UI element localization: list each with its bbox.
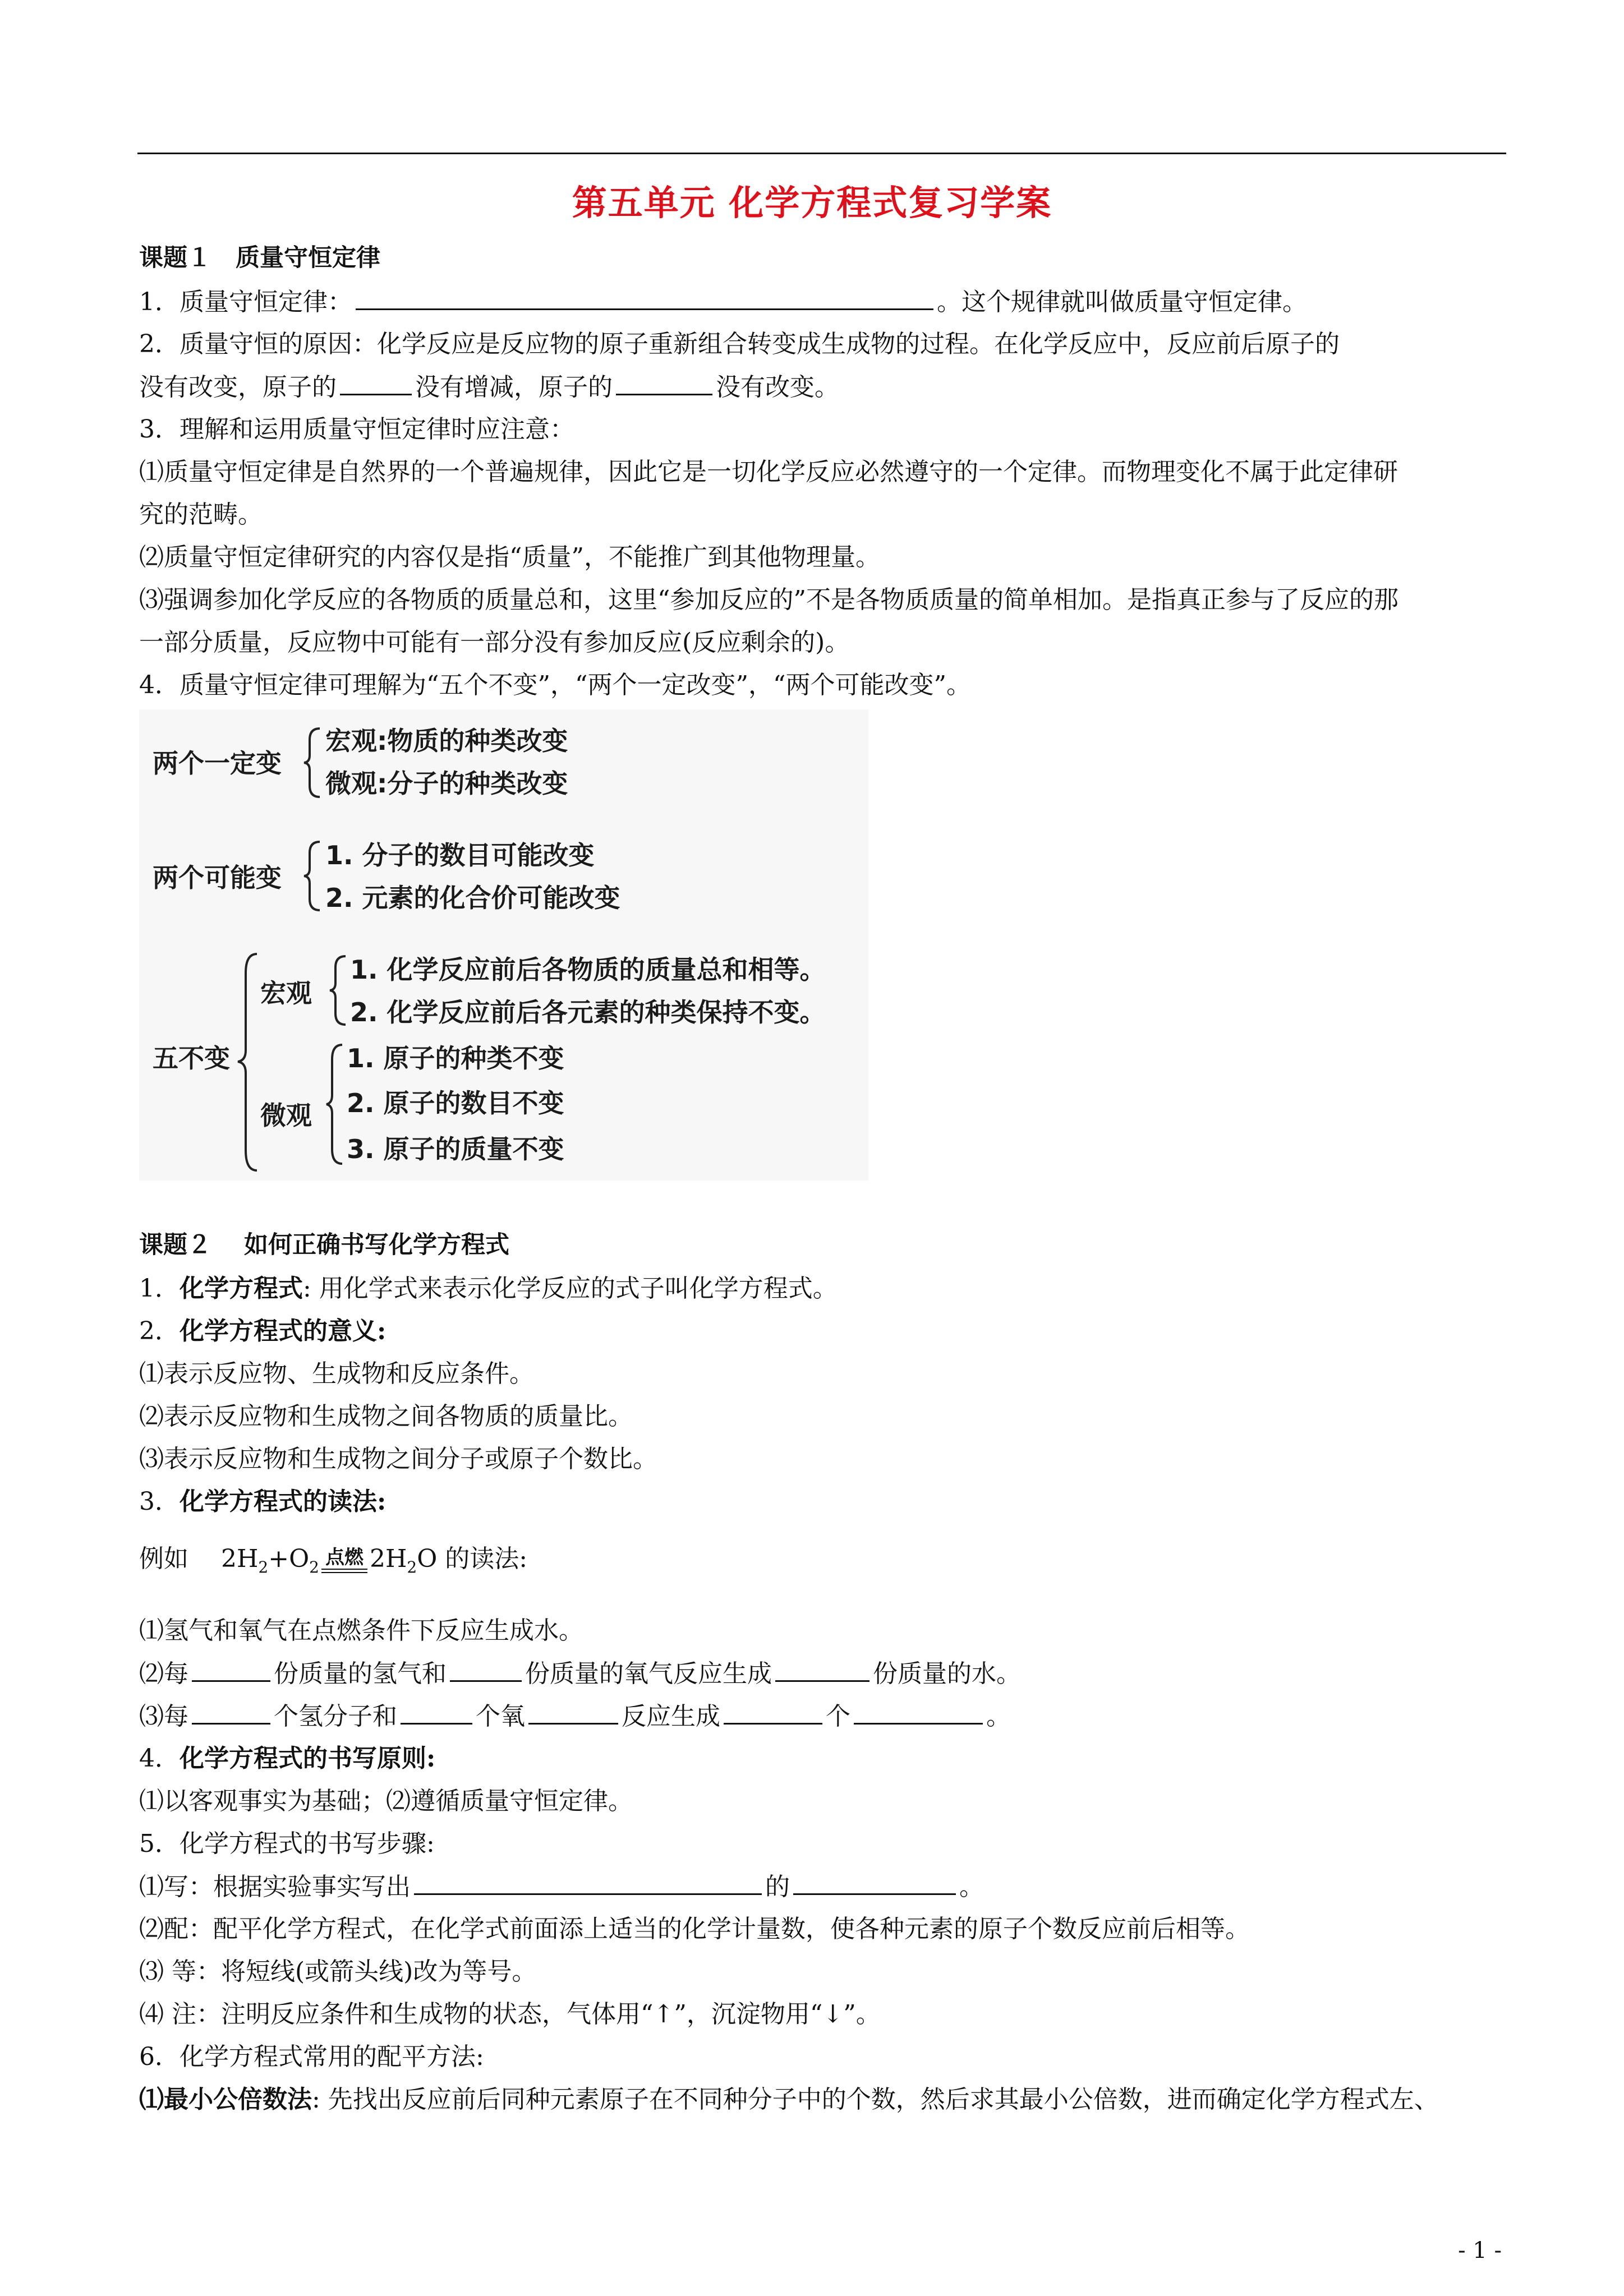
r3-text: ⑶每 xyxy=(139,1702,188,1731)
brace-icon xyxy=(328,954,350,1027)
topic1-p3-3a: ⑶强调参加化学反应的各物质的质量总和，这里“参加反应的”不是各物质质量的简单相加。是指真正参与了反应的那 xyxy=(139,585,1398,614)
fill-blank[interactable] xyxy=(414,1871,762,1895)
topic2-p6: 6．化学方程式常用的配平方法: xyxy=(139,2043,484,2071)
topic1-p3-1b: 究的范畴。 xyxy=(139,500,263,529)
r3-text: 反应生成 xyxy=(622,1702,720,1731)
equation-example xyxy=(139,1543,1508,1583)
brace-icon xyxy=(302,840,324,912)
example-prefix: 例如 xyxy=(139,1545,213,1573)
topic2-p2: 2．化学方程式的意义: xyxy=(139,1317,387,1345)
topic1-heading: 课题１ 质量守恒定律 xyxy=(139,244,380,272)
group-certain-item: 宏观:物质的种类改变 xyxy=(325,726,568,756)
topic2-p1: 1．化学方程式: 用化学式来表示化学反应的式子叫化学方程式。 xyxy=(139,1274,838,1303)
group-unchanged-label: 五不变 xyxy=(153,1043,230,1073)
macro-item: 2. 化学反应前后各元素的种类保持不变。 xyxy=(350,997,826,1027)
r2-text: 份质量的水。 xyxy=(873,1659,1021,1688)
fill-blank[interactable] xyxy=(192,1700,270,1725)
p1-text: : 用化学式来表示化学反应的式子叫化学方程式。 xyxy=(303,1274,838,1303)
fill-blank[interactable] xyxy=(401,1700,472,1725)
r3-text: 个氧 xyxy=(476,1702,525,1731)
condition-label: 点燃 xyxy=(325,1546,364,1569)
p4-label: 化学方程式的书写原则: xyxy=(180,1744,436,1773)
fill-blank[interactable] xyxy=(192,1658,270,1682)
p1-label: 1．质量守恒定律： xyxy=(139,288,352,316)
topic2-p4-text: ⑴以客观事实为基础；⑵遵循质量守恒定律。 xyxy=(139,1787,633,1815)
r3-text: 。 xyxy=(986,1702,1011,1731)
fill-blank[interactable] xyxy=(340,371,412,395)
topic2-p5: 5．化学方程式的书写步骤: xyxy=(139,1829,435,1858)
topic1-p4: 4．质量守恒定律可理解为“五个不变”，“两个一定改变”，“两个可能改变”。 xyxy=(139,671,971,699)
s1-text: ⑴写：根据实验事实写出 xyxy=(139,1873,411,1901)
r3-text: 个氢分子和 xyxy=(274,1702,397,1731)
reading-2 xyxy=(139,1658,1508,1690)
micro-item: 1. 原子的种类不变 xyxy=(347,1043,564,1073)
reading-1: ⑴氢气和氧气在点燃条件下反应生成水。 xyxy=(139,1616,583,1645)
page-number: - 1 - xyxy=(1458,2238,1502,2263)
topic1-p3-3b: 一部分质量，反应物中可能有一部分没有参加反应(反应剩余的)。 xyxy=(139,628,850,657)
equation-reactants: $2H_2+O_2$ xyxy=(221,1545,319,1576)
macro-item: 1. 化学反应前后各物质的质量总和相等。 xyxy=(350,955,826,985)
header-rule xyxy=(137,153,1506,154)
reading-3 xyxy=(139,1700,1508,1732)
topic2-p2-2: ⑵表示反应物和生成物之间各物质的质量比。 xyxy=(139,1402,633,1431)
topic1-p2a: 2．质量守恒的原因：化学反应是反应物的原子重新组合转变成生成物的过程。在化学反应中，反应前后原子的 xyxy=(139,330,1340,358)
r2-text: ⑵每 xyxy=(139,1659,188,1688)
r2-text: 份质量的氢气和 xyxy=(274,1659,447,1688)
macro-label: 宏观 xyxy=(260,978,312,1008)
s1-text: 的 xyxy=(765,1873,790,1901)
micro-item: 3. 原子的质量不变 xyxy=(347,1134,564,1164)
fill-blank[interactable] xyxy=(793,1871,956,1895)
topic2-p2-3: ⑶表示反应物和生成物之间分子或原子个数比。 xyxy=(139,1445,657,1473)
fill-blank[interactable] xyxy=(356,286,933,310)
reaction-condition-arrow xyxy=(319,1546,370,1583)
fill-blank[interactable] xyxy=(450,1658,522,1682)
step-3: ⑶ 等：将短线(或箭头线)改为等号。 xyxy=(139,1957,537,1986)
p3-label: 化学方程式的读法: xyxy=(180,1487,387,1516)
group-certain-item: 微观:分子的种类改变 xyxy=(325,768,568,799)
topic2-p2-1: ⑴表示反应物、生成物和反应条件。 xyxy=(139,1359,534,1388)
topic1-p3-1a: ⑴质量守恒定律是自然界的一个普遍规律，因此它是一切化学反应必然遵守的一个定律。而物理变化不属于此定律研 xyxy=(139,458,1398,486)
p2-label: 化学方程式的意义: xyxy=(180,1317,387,1345)
p1-label: 化学方程式 xyxy=(180,1274,303,1303)
conservation-summary-figure xyxy=(139,709,868,1181)
p2-text: 没有改变。 xyxy=(716,373,839,402)
step-1 xyxy=(139,1871,1508,1903)
topic1-p2b xyxy=(139,371,1508,403)
group-possible-change-label: 两个可能变 xyxy=(153,863,282,893)
example-suffix: 的读法: xyxy=(445,1545,528,1573)
step-2: ⑵配：配平化学方程式，在化学式前面添上适当的化学计量数，使各种元素的原子个数反应前后相等。 xyxy=(139,1915,1250,1943)
m1-text: : 先找出反应前后同种元素原子在不同种分子中的个数，然后求其最小公倍数，进而确定化学方程式左、 xyxy=(312,2085,1439,2114)
fill-blank[interactable] xyxy=(616,371,712,395)
brace-icon xyxy=(324,1043,347,1166)
topic1-p3: 3．理解和运用质量守恒定律时应注意： xyxy=(139,415,574,444)
p2-text: 没有增减，原子的 xyxy=(415,373,613,402)
group-possible-item: 1. 分子的数目可能改变 xyxy=(325,840,595,870)
equation-products: $2H_2O$ xyxy=(369,1545,438,1576)
topic2-heading: 课题２ 如何正确书写化学方程式 xyxy=(139,1231,509,1259)
group-possible-item: 2. 元素的化合价可能改变 xyxy=(325,883,620,913)
step-4: ⑷ 注：注明反应条件和生成物的状态，气体用“↑”，沉淀物用“↓”。 xyxy=(139,2000,881,2028)
r2-text: 份质量的氧气反应生成 xyxy=(525,1659,772,1688)
topic2-p3: 3．化学方程式的读法: xyxy=(139,1487,387,1516)
page-title: 第五单元 化学方程式复习学案 xyxy=(572,182,1052,223)
brace-icon xyxy=(236,951,260,1175)
fill-blank[interactable] xyxy=(724,1700,822,1725)
brace-icon xyxy=(302,726,324,799)
fill-blank[interactable] xyxy=(528,1700,618,1725)
s1-text: 。 xyxy=(959,1873,984,1901)
method-1 xyxy=(139,2084,1508,2115)
p1-tail: 。这个规律就叫做质量守恒定律。 xyxy=(937,288,1307,316)
fill-blank[interactable] xyxy=(854,1700,983,1725)
fill-blank[interactable] xyxy=(775,1658,869,1682)
r3-text: 个 xyxy=(826,1702,850,1731)
micro-item: 2. 原子的数目不变 xyxy=(347,1088,564,1118)
p2-text: 没有改变，原子的 xyxy=(139,373,337,402)
topic1-p1 xyxy=(139,286,1508,318)
topic1-p3-2: ⑵质量守恒定律研究的内容仅是指“质量”，不能推广到其他物理量。 xyxy=(139,543,880,571)
group-certain-change-label: 两个一定变 xyxy=(153,748,282,778)
micro-label: 微观 xyxy=(260,1100,312,1131)
topic2-p4: 4．化学方程式的书写原则: xyxy=(139,1744,436,1773)
m1-label: ⑴最小公倍数法 xyxy=(139,2085,312,2114)
